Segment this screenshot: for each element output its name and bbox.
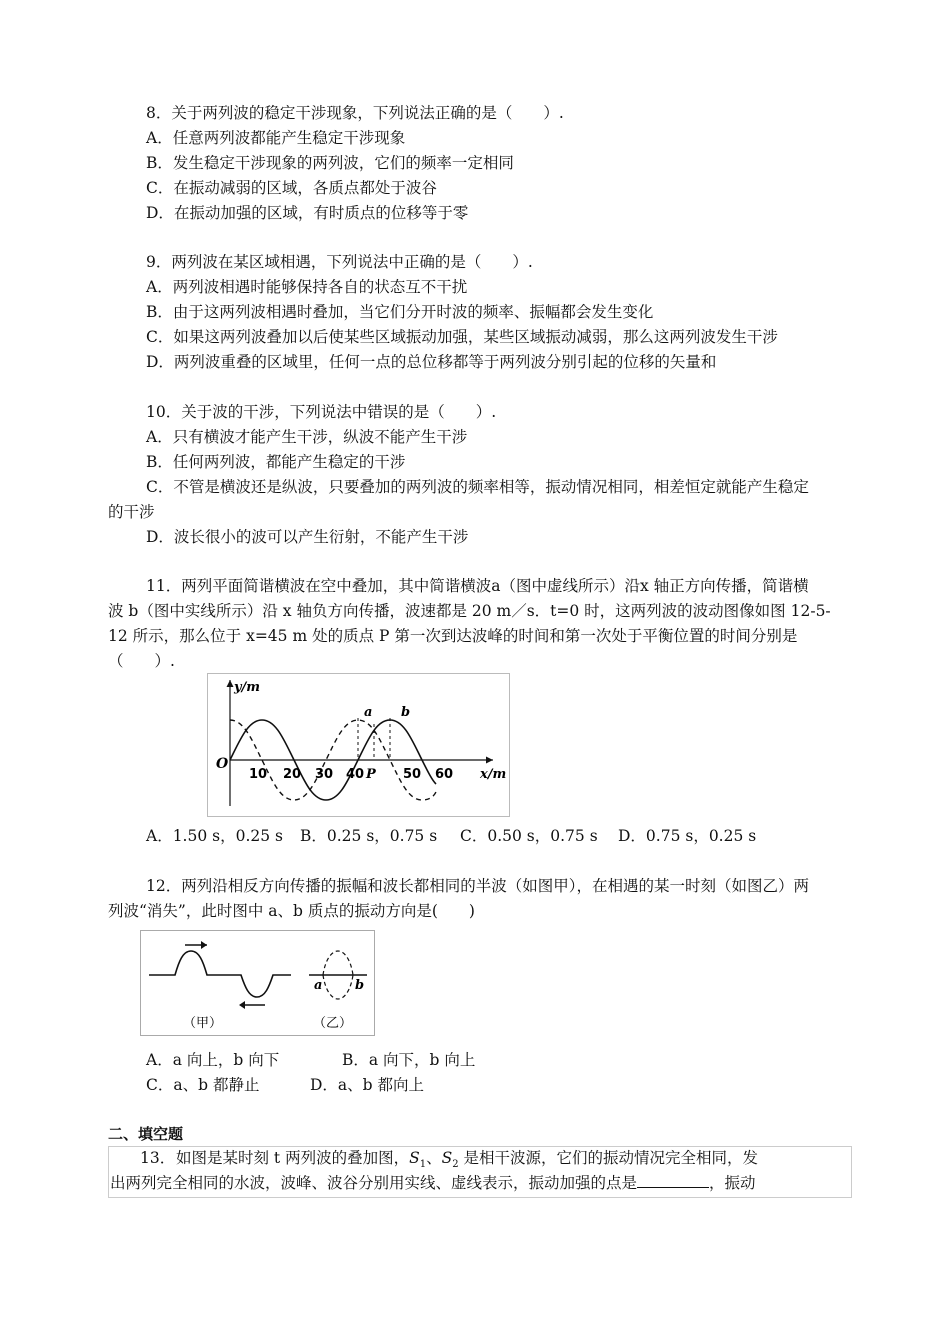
q13-s1: S [409,1149,420,1167]
tick-10: 10 [249,767,268,782]
caption-jia: （甲） [183,1016,223,1031]
q12-stem-line2: 列波“消失”，此时图中 a、b 质点的振动方向是( ) [108,902,475,920]
q8-option-d: D．在振动加强的区域，有时质点的位移等于零 [146,204,469,222]
section-title-fill-blank: 二、填空题 [108,1125,184,1143]
wave-a-label: a [364,705,373,720]
q10-option-b: B．任何两列波，都能产生稳定的干涉 [146,453,406,471]
tick-30: 30 [315,767,334,782]
q11-option-a: A．1.50 s，0.25 s [146,827,283,845]
q9-option-d: D．两列波重叠的区域里，任何一点的总位移都等于两列波分别引起的位移的矢量和 [146,353,717,371]
half-wave-trough [237,975,291,997]
dashed-trough [323,975,353,999]
origin-label: O [216,756,229,772]
q12-half-wave-graph [141,931,374,1035]
q9-option-a: A．两列波相遇时能够保持各自的状态互不干扰 [146,278,468,296]
q10-stem: 10．关于波的干涉，下列说法中错误的是（ ）. [146,403,497,421]
q11-option-c: C．0.50 s，0.75 s [460,827,598,845]
q10-option-a: A．只有横波才能产生干涉，纵波不能产生干涉 [146,428,468,446]
q13-line1 [176,1148,758,1175]
point-a-label: a [314,978,323,993]
left-arrow-head-icon [239,1001,245,1009]
q12-half-wave-figure [140,930,375,1036]
q11-stem-line4: （ ）. [108,652,175,670]
point-p-label: P [366,767,376,782]
q13-answer-blank[interactable] [637,1173,709,1188]
q13-part2: 是相干波源，它们的振动情况完全相同，发 [458,1149,759,1167]
q11-stem-line2: 波 b（图中实线所示）沿 x 轴负方向传播，波速都是 20 m／s．t=0 时，这两列波的波动图像如图 12-5- [108,602,831,620]
q8-stem: 8．关于两列波的稳定干涉现象，下列说法正确的是（ ）. [146,104,564,122]
x-axis-label: x/m [480,767,507,782]
q13-s2: S [441,1149,453,1167]
q12-option-a: A．a 向上，b 向下 [146,1051,280,1069]
q11-option-d: D．0.75 s，0.25 s [618,827,757,845]
q8-option-b: B．发生稳定干涉现象的两列波，它们的频率一定相同 [146,154,514,172]
q13-number: 13． [140,1149,176,1167]
q11-wave-figure [207,673,510,817]
caption-yi: （乙） [313,1016,353,1031]
q9-stem: 9．两列波在某区域相遇，下列说法中正确的是（ ）. [146,253,533,271]
q13-line2 [110,1173,756,1193]
point-b-label: b [355,978,365,993]
q11-stem-line1: 11．两列平面简谐横波在空中叠加，其中简谐横波a（图中虚线所示）沿x 轴正方向传播，简谐横 [146,577,809,595]
q9-option-c: C．如果这两列波叠加以后使某些区域振动加强，某些区域振动减弱，那么这两列波发生干涉 [146,328,778,346]
q12-option-b: B．a 向下，b 向上 [342,1051,476,1069]
q13-sep: 、 [426,1149,442,1167]
q11-option-b: B．0.25 s，0.75 s [300,827,438,845]
q8-option-c: C．在振动减弱的区域，各质点都处于波谷 [146,179,437,197]
q12-option-c: C．a、b 都静止 [146,1076,260,1094]
q10-option-c: C．不管是横波还是纵波，只要叠加的两列波的频率相等，振动情况相同，相差恒定就能产生稳定 [146,478,809,496]
tick-20: 20 [283,767,302,782]
q10-option-c-cont: 的干涉 [108,503,155,521]
q13-sub1: 1 [419,1159,427,1171]
q13-part1: 如图是某时刻 t 两列波的叠加图， [176,1149,410,1167]
y-axis-label: y/m [234,680,261,695]
dashed-crest [323,951,353,975]
q11-stem-line3: 12 所示，那么位于 x=45 m 处的质点 P 第一次到达波峰的时间和第一次处于平衡位置的时间分别是 [108,627,798,645]
q13-line2-part1: 出两列完全相同的水波，波峰、波谷分别用实线、虚线表示，振动加强的点是 [110,1174,638,1192]
q10-option-d: D．波长很小的波可以产生衍射，不能产生干涉 [146,528,469,546]
q13-line2-part2: ，振动 [709,1174,756,1192]
wave-b-label: b [401,705,411,720]
q13-sub2: 2 [452,1159,459,1171]
right-arrow-head-icon [201,941,207,949]
tick-60: 60 [435,767,454,782]
q11-wave-graph [208,674,509,816]
q12-option-d: D．a、b 都向上 [310,1076,425,1094]
tick-40: 40 [346,767,365,782]
q9-option-b: B．由于这两列波相遇时叠加，当它们分开时波的频率、振幅都会发生变化 [146,303,654,321]
tick-50: 50 [403,767,422,782]
q8-option-a: A．任意两列波都能产生稳定干涉现象 [146,129,406,147]
half-wave-crest [149,951,237,975]
q12-stem-line1: 12．两列沿相反方向传播的振幅和波长都相同的半波（如图甲），在相遇的某一时刻（如图乙）两 [146,877,809,895]
